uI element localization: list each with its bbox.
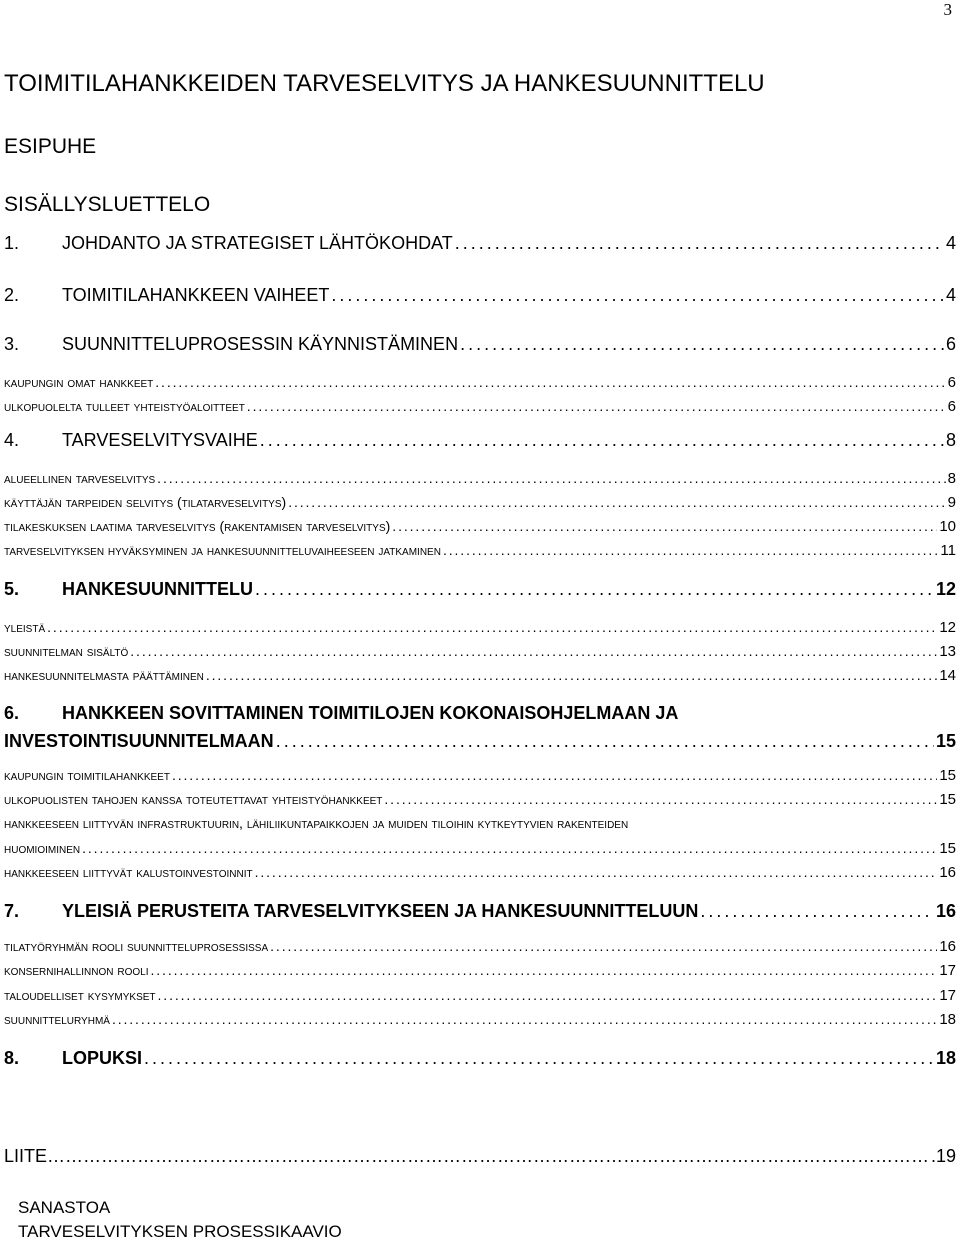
toc-page: 18: [939, 1011, 956, 1028]
leader-dots: [260, 430, 944, 451]
toc-page: 17: [939, 962, 956, 979]
toc-number: 4.: [4, 430, 20, 450]
toc-subentry[interactable]: [4, 643, 956, 660]
page-number: 3: [943, 0, 952, 19]
toc-title: suunnitteluryhmä: [4, 1011, 110, 1027]
toc-page: 8: [947, 470, 956, 487]
leader-dots: [700, 901, 934, 922]
toc-page: 4: [945, 285, 956, 305]
toc-subentry-line2[interactable]: [4, 840, 956, 857]
toc-subentry[interactable]: [4, 791, 956, 808]
toc-subentry[interactable]: [4, 470, 956, 487]
toc-page: 15: [939, 791, 956, 808]
appendix-entry[interactable]: [4, 1146, 956, 1167]
toc-number: 7.: [4, 901, 20, 921]
toc-title: alueellinen tarveselvitys: [4, 470, 156, 486]
leader-dots: [144, 1048, 934, 1069]
leader-dots: [384, 791, 937, 807]
toc-page: 4: [945, 233, 956, 253]
leader-dots: [270, 938, 937, 954]
toc-title-continued: INVESTOINTISUUNNITELMAAN: [4, 731, 274, 751]
toc-page: 15: [939, 840, 956, 857]
leader-dots: [155, 374, 945, 390]
toc-subentry-line1[interactable]: [4, 815, 956, 831]
toc-title: TARVESELVITYSVAIHE: [62, 430, 258, 450]
leader-dots: [172, 767, 937, 783]
toc-title: hankkeeseen liittyvän infrastruktuurin, lähiliikuntapaikkojen ja muiden tiloihin kytkeytyvien rakenteiden: [4, 815, 629, 831]
leader-dots: [460, 334, 944, 355]
toc-subentry[interactable]: [4, 667, 956, 684]
toc-number: 2.: [4, 285, 20, 305]
preface-heading: ESIPUHE: [4, 135, 97, 158]
toc-title: kaupungin omat hankkeet: [4, 374, 154, 390]
toc-subentry[interactable]: [4, 494, 956, 511]
toc-page: 6: [945, 334, 956, 354]
toc-title: YLEISIÄ PERUSTEITA TARVESELVITYKSEEN JA HANKESUUNNITTELUUN: [62, 901, 699, 921]
toc-entry-5[interactable]: [4, 579, 956, 600]
toc-entry-6-line2[interactable]: [4, 731, 956, 752]
leader-dots: [157, 470, 945, 486]
toc-number: 1.: [4, 233, 20, 253]
toc-title: käyttäjän tarpeiden selvitys (tilatarveselvitys): [4, 494, 287, 510]
leader-dots: [276, 731, 934, 752]
toc-subentry[interactable]: [4, 864, 956, 881]
toc-title-continued: huomioiminen: [4, 840, 81, 856]
appendix-item: TARVESELVITYKSEN PROSESSIKAAVIO: [18, 1222, 342, 1241]
toc-title: ulkopuolelta tulleet yhteistyöaloitteet: [4, 398, 245, 414]
toc-entry-4[interactable]: [4, 430, 956, 451]
toc-subentry[interactable]: [4, 1011, 956, 1028]
toc-title: ulkopuolisten tahojen kanssa toteutettavat yhteistyöhankkeet: [4, 791, 383, 807]
toc-page: 11: [940, 542, 956, 559]
leader-dots: [331, 285, 944, 306]
toc-subentry[interactable]: [4, 987, 956, 1004]
toc-page: 9: [947, 494, 956, 511]
leader-dots: [247, 398, 946, 414]
toc-entry-7[interactable]: [4, 901, 956, 922]
toc-number: 8.: [4, 1048, 20, 1068]
toc-subentry[interactable]: [4, 938, 956, 955]
toc-title: tilakeskuksen laatima tarveselvitys (rakentamisen tarveselvitys): [4, 518, 391, 534]
appendix-page: .19: [930, 1146, 956, 1166]
toc-title: hankkeeseen liittyvät kalustoinvestoinnit: [4, 864, 253, 880]
toc-page: 18: [935, 1048, 956, 1068]
leader-dots: [130, 643, 937, 659]
toc-page: 12: [939, 619, 956, 636]
toc-title: SUUNNITTELUPROSESSIN KÄYNNISTÄMINEN: [62, 334, 459, 354]
toc-page: 15: [939, 767, 956, 784]
toc-page: 14: [939, 667, 956, 684]
toc-title: HANKESUUNNITTELU: [62, 579, 253, 599]
toc-title: suunnitelman sisältö: [4, 643, 129, 659]
leader-dots: [158, 987, 938, 1003]
toc-title: kaupungin toimitilahankkeet: [4, 767, 170, 783]
toc-subentry[interactable]: [4, 518, 956, 535]
leader-dots: [255, 579, 934, 600]
toc-title: TOIMITILAHANKKEEN VAIHEET: [62, 285, 330, 305]
appendix-item: SANASTOA: [18, 1198, 111, 1217]
leader-dots: [47, 619, 937, 635]
toc-entry-6-line1[interactable]: [4, 703, 956, 724]
toc-subentry[interactable]: [4, 962, 956, 979]
appendix-label: LIITE: [4, 1146, 48, 1166]
toc-page: 17: [939, 987, 956, 1004]
toc-subentry[interactable]: [4, 374, 956, 391]
toc-entry-2[interactable]: [4, 285, 956, 306]
toc-title: konsernihallinnon rooli: [4, 962, 149, 978]
toc-subentry[interactable]: [4, 619, 956, 636]
leader-dots: [443, 542, 938, 558]
leader-dots: [150, 962, 937, 978]
toc-page: 12: [935, 579, 956, 599]
toc-page: 6: [947, 374, 956, 391]
toc-title: yleistä: [4, 619, 46, 635]
leader-dots: [392, 518, 937, 534]
toc-page: 13: [939, 643, 956, 660]
toc-title: HANKKEEN SOVITTAMINEN TOIMITILOJEN KOKONAISOHJELMAAN JA: [62, 703, 679, 723]
toc-subentry[interactable]: [4, 767, 956, 784]
toc-entry-3[interactable]: [4, 334, 956, 355]
toc-page: 10: [939, 518, 956, 535]
toc-number: 6.: [4, 703, 20, 723]
toc-title: JOHDANTO JA STRATEGISET LÄHTÖKOHDAT: [62, 233, 453, 253]
toc-page: 15: [935, 731, 956, 751]
leader-dots: [82, 840, 937, 856]
leader-dots: [112, 1011, 937, 1027]
toc-number: 3.: [4, 334, 20, 354]
toc-subentry[interactable]: [4, 542, 956, 559]
leader-dots: [288, 494, 945, 510]
toc-title: taloudelliset kysymykset: [4, 987, 156, 1003]
toc-title: tilatyöryhmän rooli suunnitteluprosessissa: [4, 938, 269, 954]
leader-dots: [206, 667, 937, 683]
leader-dots: [455, 233, 944, 254]
toc-subentry[interactable]: [4, 398, 956, 415]
leader-dots: [47, 1146, 931, 1167]
toc-page: 16: [939, 864, 956, 881]
toc-page: 16: [935, 901, 956, 921]
document-title: TOIMITILAHANKKEIDEN TARVESELVITYS JA HANKESUUNNITTELU: [4, 70, 765, 97]
toc-number: 5.: [4, 579, 20, 599]
toc-page: 6: [947, 398, 956, 415]
toc-page: 8: [945, 430, 956, 450]
leader-dots: [255, 864, 938, 880]
toc-entry-1[interactable]: [4, 233, 956, 254]
toc-entry-8[interactable]: [4, 1048, 956, 1069]
toc-page: 16: [939, 938, 956, 955]
toc-title: hankesuunnitelmasta päättäminen: [4, 667, 204, 683]
toc-heading: SISÄLLYSLUETTELO: [4, 193, 211, 216]
toc-title: tarveselvityksen hyväksyminen ja hankesuunnitteluvaiheeseen jatkaminen: [4, 542, 441, 558]
toc-title: LOPUKSI: [62, 1048, 143, 1068]
